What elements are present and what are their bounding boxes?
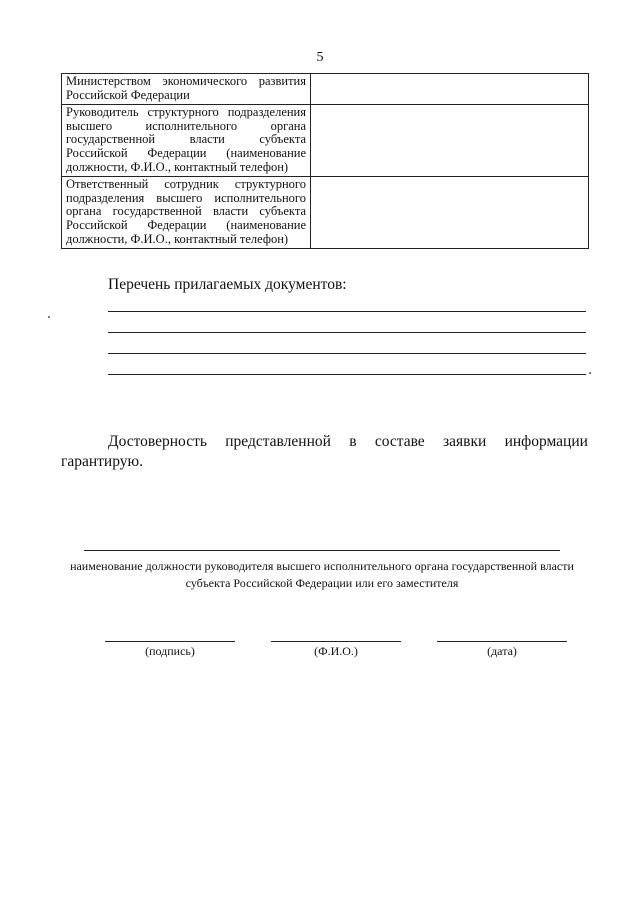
- signature-line: [105, 641, 235, 642]
- attachment-line: [108, 332, 586, 333]
- application-table: [61, 73, 589, 249]
- signature-caption: (подпись): [145, 644, 195, 658]
- date-caption: (дата): [487, 644, 517, 658]
- scan-speck: [48, 316, 50, 318]
- attachments-heading: Перечень прилагаемых документов:: [108, 276, 347, 293]
- row-value: [311, 74, 589, 105]
- table-row: [62, 105, 589, 177]
- row-label: Руководитель структурного подразделения высшего исполнительного органа государственной власти субъекта Российской Федерации (наименование должности, Ф.И.О., контактный телефон): [62, 105, 311, 177]
- row-label: Ответственный сотрудник структурного подразделения высшего исполнительного органа государственной власти субъекта Российской Федерации (наименование должности, Ф.И.О., контактный телефон): [62, 177, 311, 249]
- position-caption: наименование должности руководителя высшего исполнительного органа государственной власти субъекта Российской Федерации или его заместителя: [70, 559, 574, 590]
- scan-speck: [589, 372, 591, 374]
- attachment-line: [108, 311, 586, 312]
- guarantee-word: представленной: [225, 433, 331, 450]
- attachment-line: [108, 374, 586, 375]
- guarantee-word: гарантирую.: [61, 453, 143, 470]
- table-row: [62, 74, 589, 105]
- guarantee-word: Достоверность: [108, 433, 207, 450]
- fio-caption: (Ф.И.О.): [314, 644, 358, 658]
- guarantee-line: [61, 432, 588, 452]
- guarantee-statement: [61, 432, 588, 472]
- guarantee-word: составе: [374, 433, 425, 450]
- date-line: [437, 641, 567, 642]
- guarantee-word: информации: [504, 433, 588, 450]
- position-line: [84, 550, 560, 551]
- page-number: 5: [316, 50, 324, 65]
- row-label: Министерством экономического развития Российской Федерации: [62, 74, 311, 105]
- guarantee-word: в: [349, 433, 357, 450]
- fio-line: [271, 641, 401, 642]
- row-value: [311, 177, 589, 249]
- table-row: [62, 177, 589, 249]
- row-value: [311, 105, 589, 177]
- guarantee-word: заявки: [443, 433, 487, 450]
- attachment-line: [108, 353, 586, 354]
